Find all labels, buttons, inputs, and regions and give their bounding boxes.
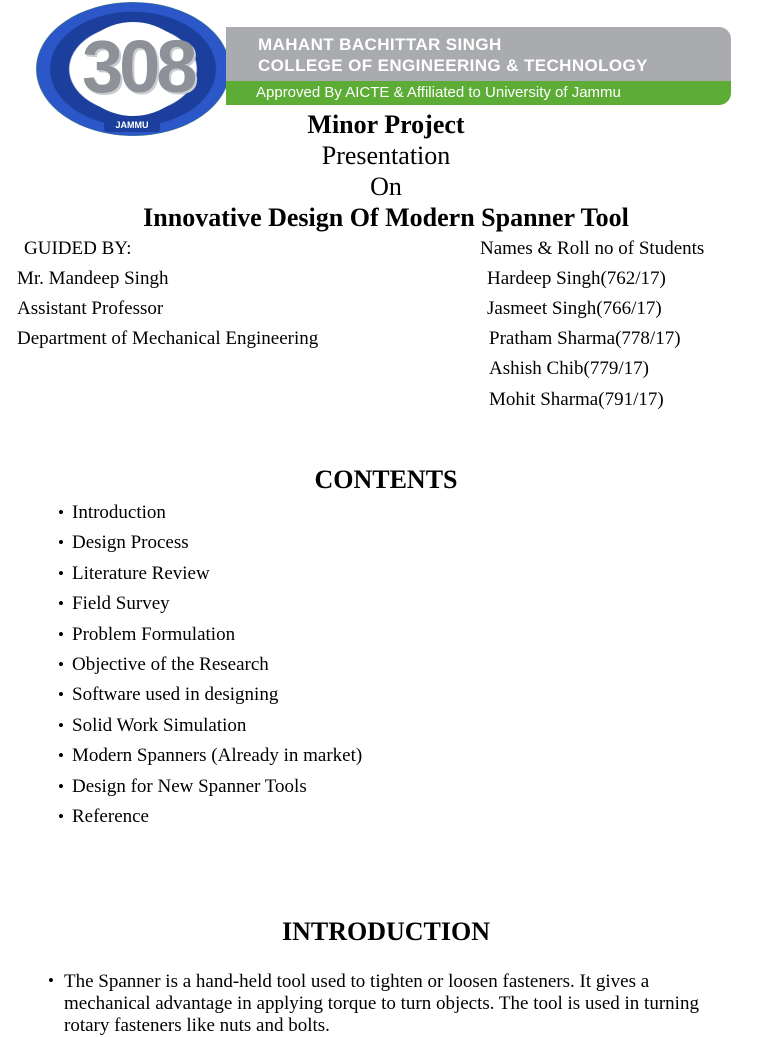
title-presentation: Presentation: [321, 141, 451, 170]
bullet-icon: •: [58, 594, 64, 614]
student-item: Hardeep Singh(762/17): [487, 268, 666, 289]
contents-list: [58, 500, 362, 834]
contents-item-label: Design for New Spanner Tools: [72, 775, 307, 797]
bullet-icon: •: [58, 563, 64, 583]
contents-item-label: Solid Work Simulation: [72, 714, 247, 736]
contents-item-label: Introduction: [72, 502, 166, 523]
contents-item-label: Design Process: [72, 532, 189, 554]
bullet-icon: •: [58, 806, 64, 826]
contents-item: [58, 713, 362, 743]
bullet-icon: •: [58, 503, 64, 522]
contents-item-label: Objective of the Research: [72, 653, 269, 675]
student-item: Pratham Sharma(778/17): [489, 328, 681, 349]
bullet-icon: •: [58, 533, 64, 553]
college-affiliation: Approved By AICTE & Affiliated to University of Jammu: [256, 84, 621, 101]
guided-by-heading: GUIDED BY:: [24, 238, 132, 259]
bullet-icon: •: [58, 685, 64, 705]
contents-item: [58, 743, 362, 773]
contents-item: [58, 561, 362, 591]
contents-item-label: Literature Review: [72, 562, 210, 584]
title-on: On: [370, 172, 402, 201]
bullet-icon: •: [58, 746, 64, 766]
contents-item-label: Modern Spanners (Already in market): [72, 745, 363, 767]
contents-item: [58, 804, 362, 834]
contents-item: [58, 530, 362, 560]
bullet-icon: •: [48, 971, 54, 990]
contents-item-label: Problem Formulation: [72, 623, 236, 645]
bullet-icon: •: [58, 715, 64, 735]
introduction-heading: INTRODUCTION: [281, 917, 491, 946]
bullet-icon: •: [58, 776, 64, 796]
contents-item: [58, 622, 362, 652]
student-item: Jasmeet Singh(766/17): [487, 298, 662, 319]
contents-item-label: Field Survey: [72, 593, 170, 615]
guide-name: Mr. Mandeep Singh: [17, 268, 169, 289]
contents-item: [58, 652, 362, 682]
guide-department: Department of Mechanical Engineering: [17, 328, 319, 349]
project-title: Innovative Design Of Modern Spanner Tool: [143, 203, 629, 232]
contents-item-label: Software used in designing: [72, 684, 279, 706]
student-item: Ashish Chib(779/17): [489, 358, 649, 379]
bullet-icon: •: [58, 624, 64, 644]
college-name-line2: COLLEGE OF ENGINEERING & TECHNOLOGY: [258, 56, 648, 75]
seal-ribbon: JAMMU: [104, 118, 160, 132]
contents-item: [58, 500, 362, 530]
title-minor-project: Minor Project: [307, 110, 465, 139]
contents-item: [58, 682, 362, 712]
guide-designation: Assistant Professor: [17, 298, 164, 319]
seal-number: 308: [82, 25, 194, 108]
contents-item: [58, 774, 362, 804]
students-heading: Names & Roll no of Students: [480, 238, 705, 259]
student-item: Mohit Sharma(791/17): [489, 389, 664, 410]
college-name-line1: MAHANT BACHITTAR SINGH: [258, 35, 502, 54]
contents-heading: CONTENTS: [314, 465, 458, 494]
introduction-text: The Spanner is a hand-held tool used to tighten or loosen fasteners. It gives a mechanical advantage in applying torque to turn objects. The tool is used in turning rotary fasteners like nuts and bolts.: [64, 971, 699, 1036]
bullet-icon: •: [58, 654, 64, 674]
contents-item-label: Reference: [72, 805, 149, 827]
contents-item: [58, 591, 362, 621]
introduction-paragraph: [48, 971, 728, 1037]
